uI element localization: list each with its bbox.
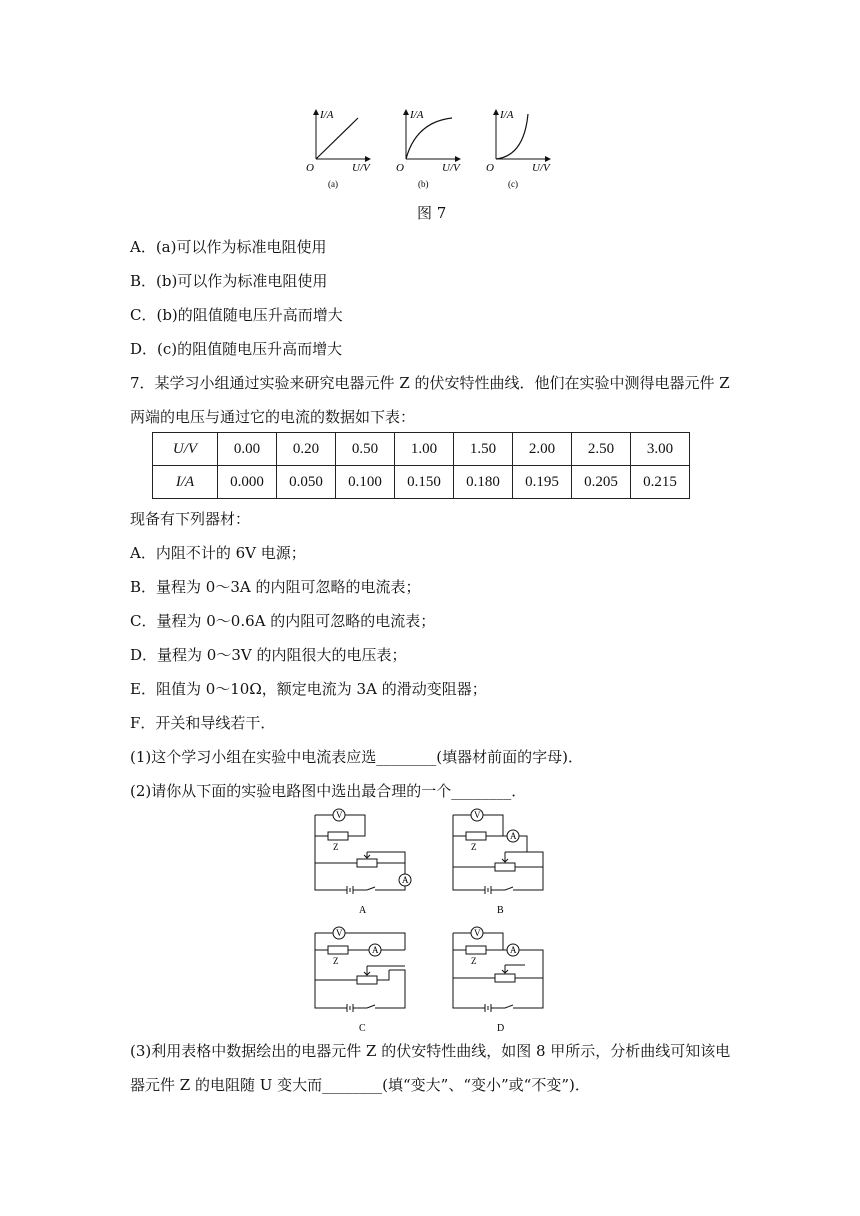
svg-text:V: V — [336, 810, 343, 820]
table-cell: 0.195 — [513, 466, 572, 499]
element-z — [466, 832, 486, 840]
circuit-label-c: C — [359, 1023, 366, 1034]
graph-c-origin: O — [486, 162, 494, 174]
q7-intro-line1: 7．某学习小组通过实验来研究电器元件 Z 的伏安特性曲线．他们在实验中测得电器元件 Z — [130, 374, 730, 392]
table-cell: 0.150 — [395, 466, 454, 499]
graph-a-origin: O — [306, 162, 314, 174]
svg-text:V: V — [474, 928, 481, 938]
table-cell: 0.215 — [631, 466, 690, 499]
graph-a-caption: (a) — [328, 179, 338, 189]
circuit-label-a: A — [359, 905, 367, 916]
table-cell: 3.00 — [631, 433, 690, 466]
table-row — [153, 433, 690, 466]
rheostat — [495, 863, 515, 871]
table-cell: 2.00 — [513, 433, 572, 466]
circuit-diagrams — [305, 800, 565, 1035]
element-z — [328, 946, 348, 954]
sub-question-2: (2)请你从下面的实验电路图中选出最合理的一个________． — [130, 782, 527, 800]
circuit-c — [315, 927, 405, 1034]
graph-b-origin: O — [396, 162, 404, 174]
equipment-a: A．内阻不计的 6V 电源； — [130, 544, 306, 562]
q6-option-b: B．(b)可以作为标准电阻使用 — [130, 272, 328, 290]
table-cell: 0.00 — [218, 433, 277, 466]
svg-text:Z: Z — [471, 956, 477, 966]
table-row — [153, 466, 690, 499]
figure7-caption: 图 7 — [417, 204, 447, 222]
svg-text:A: A — [372, 945, 379, 955]
element-z — [466, 946, 486, 954]
graph-c-ylabel: I/A — [500, 109, 514, 121]
iv-graphs — [300, 104, 570, 194]
graph-a — [306, 109, 371, 189]
circuit-a — [315, 809, 411, 916]
equipment-d: D．量程为 0～3V 的内阻很大的电压表； — [130, 646, 407, 664]
circuit-label-b: B — [497, 905, 504, 916]
table-cell: 0.180 — [454, 466, 513, 499]
equipment-intro: 现备有下列器材： — [130, 510, 251, 528]
svg-text:Z: Z — [471, 842, 477, 852]
table-cell: 0.000 — [218, 466, 277, 499]
graph-b-ylabel: I/A — [410, 109, 424, 121]
svg-text:A: A — [402, 875, 409, 885]
table-cell: 1.50 — [454, 433, 513, 466]
rheostat — [357, 976, 377, 984]
linear-curve — [316, 118, 358, 159]
graph-b-xlabel: U/V — [442, 162, 460, 174]
svg-text:V: V — [336, 928, 343, 938]
svg-text:V: V — [474, 810, 481, 820]
svg-text:A: A — [510, 831, 517, 841]
table-cell: 0.050 — [277, 466, 336, 499]
graph-c-caption: (c) — [508, 179, 518, 189]
equipment-e: E．阻值为 0～10Ω，额定电流为 3A 的滑动变阻器； — [130, 680, 487, 698]
equipment-b: B．量程为 0～3A 的内阻可忽略的电流表； — [130, 578, 421, 596]
q7-intro-line2: 两端的电压与通过它的电流的数据如下表： — [130, 408, 416, 426]
table-cell: 2.50 — [572, 433, 631, 466]
data-table — [152, 432, 690, 499]
table-cell: 0.50 — [336, 433, 395, 466]
q6-option-d: D．(c)的阻值随电压升高而增大 — [130, 340, 343, 358]
sub-question-1: (1)这个学习小组在实验中电流表应选________(填器材前面的字母)． — [130, 748, 583, 766]
concave-curve — [406, 118, 452, 159]
equipment-c: C．量程为 0～0.6A 的内阻可忽略的电流表； — [130, 612, 436, 630]
graph-c-xlabel: U/V — [532, 162, 550, 174]
svg-text:Z: Z — [333, 842, 339, 852]
graph-a-xlabel: U/V — [352, 162, 370, 174]
sub-question-3-line2: 器元件 Z 的电阻随 U 变大而________(填“变大”、“变小”或“不变”)． — [130, 1076, 590, 1094]
rheostat — [495, 974, 515, 982]
table-header-i: I/A — [153, 466, 218, 499]
table-cell: 0.20 — [277, 433, 336, 466]
sub-question-3-line1: (3)利用表格中数据绘出的电器元件 Z 的伏安特性曲线，如图 8 甲所示，分析曲线可知该电 — [130, 1042, 731, 1060]
rheostat — [357, 859, 377, 867]
circuit-d — [453, 927, 543, 1034]
element-z — [328, 832, 348, 840]
table-header-u: U/V — [153, 433, 218, 466]
table-cell: 0.205 — [572, 466, 631, 499]
q6-option-c: C．(b)的阻值随电压升高而增大 — [130, 306, 343, 324]
graph-b-caption: (b) — [418, 179, 429, 189]
equipment-f: F．开关和导线若干． — [130, 714, 276, 732]
circuit-label-d: D — [497, 1023, 505, 1034]
q6-option-a: A．(a)可以作为标准电阻使用 — [130, 238, 327, 256]
table-cell: 1.00 — [395, 433, 454, 466]
table-cell: 0.100 — [336, 466, 395, 499]
circuit-b — [453, 809, 543, 916]
graph-a-ylabel: I/A — [320, 109, 334, 121]
svg-text:Z: Z — [333, 956, 339, 966]
graph-c — [486, 109, 551, 189]
graph-b — [396, 109, 461, 189]
svg-text:A: A — [510, 945, 517, 955]
